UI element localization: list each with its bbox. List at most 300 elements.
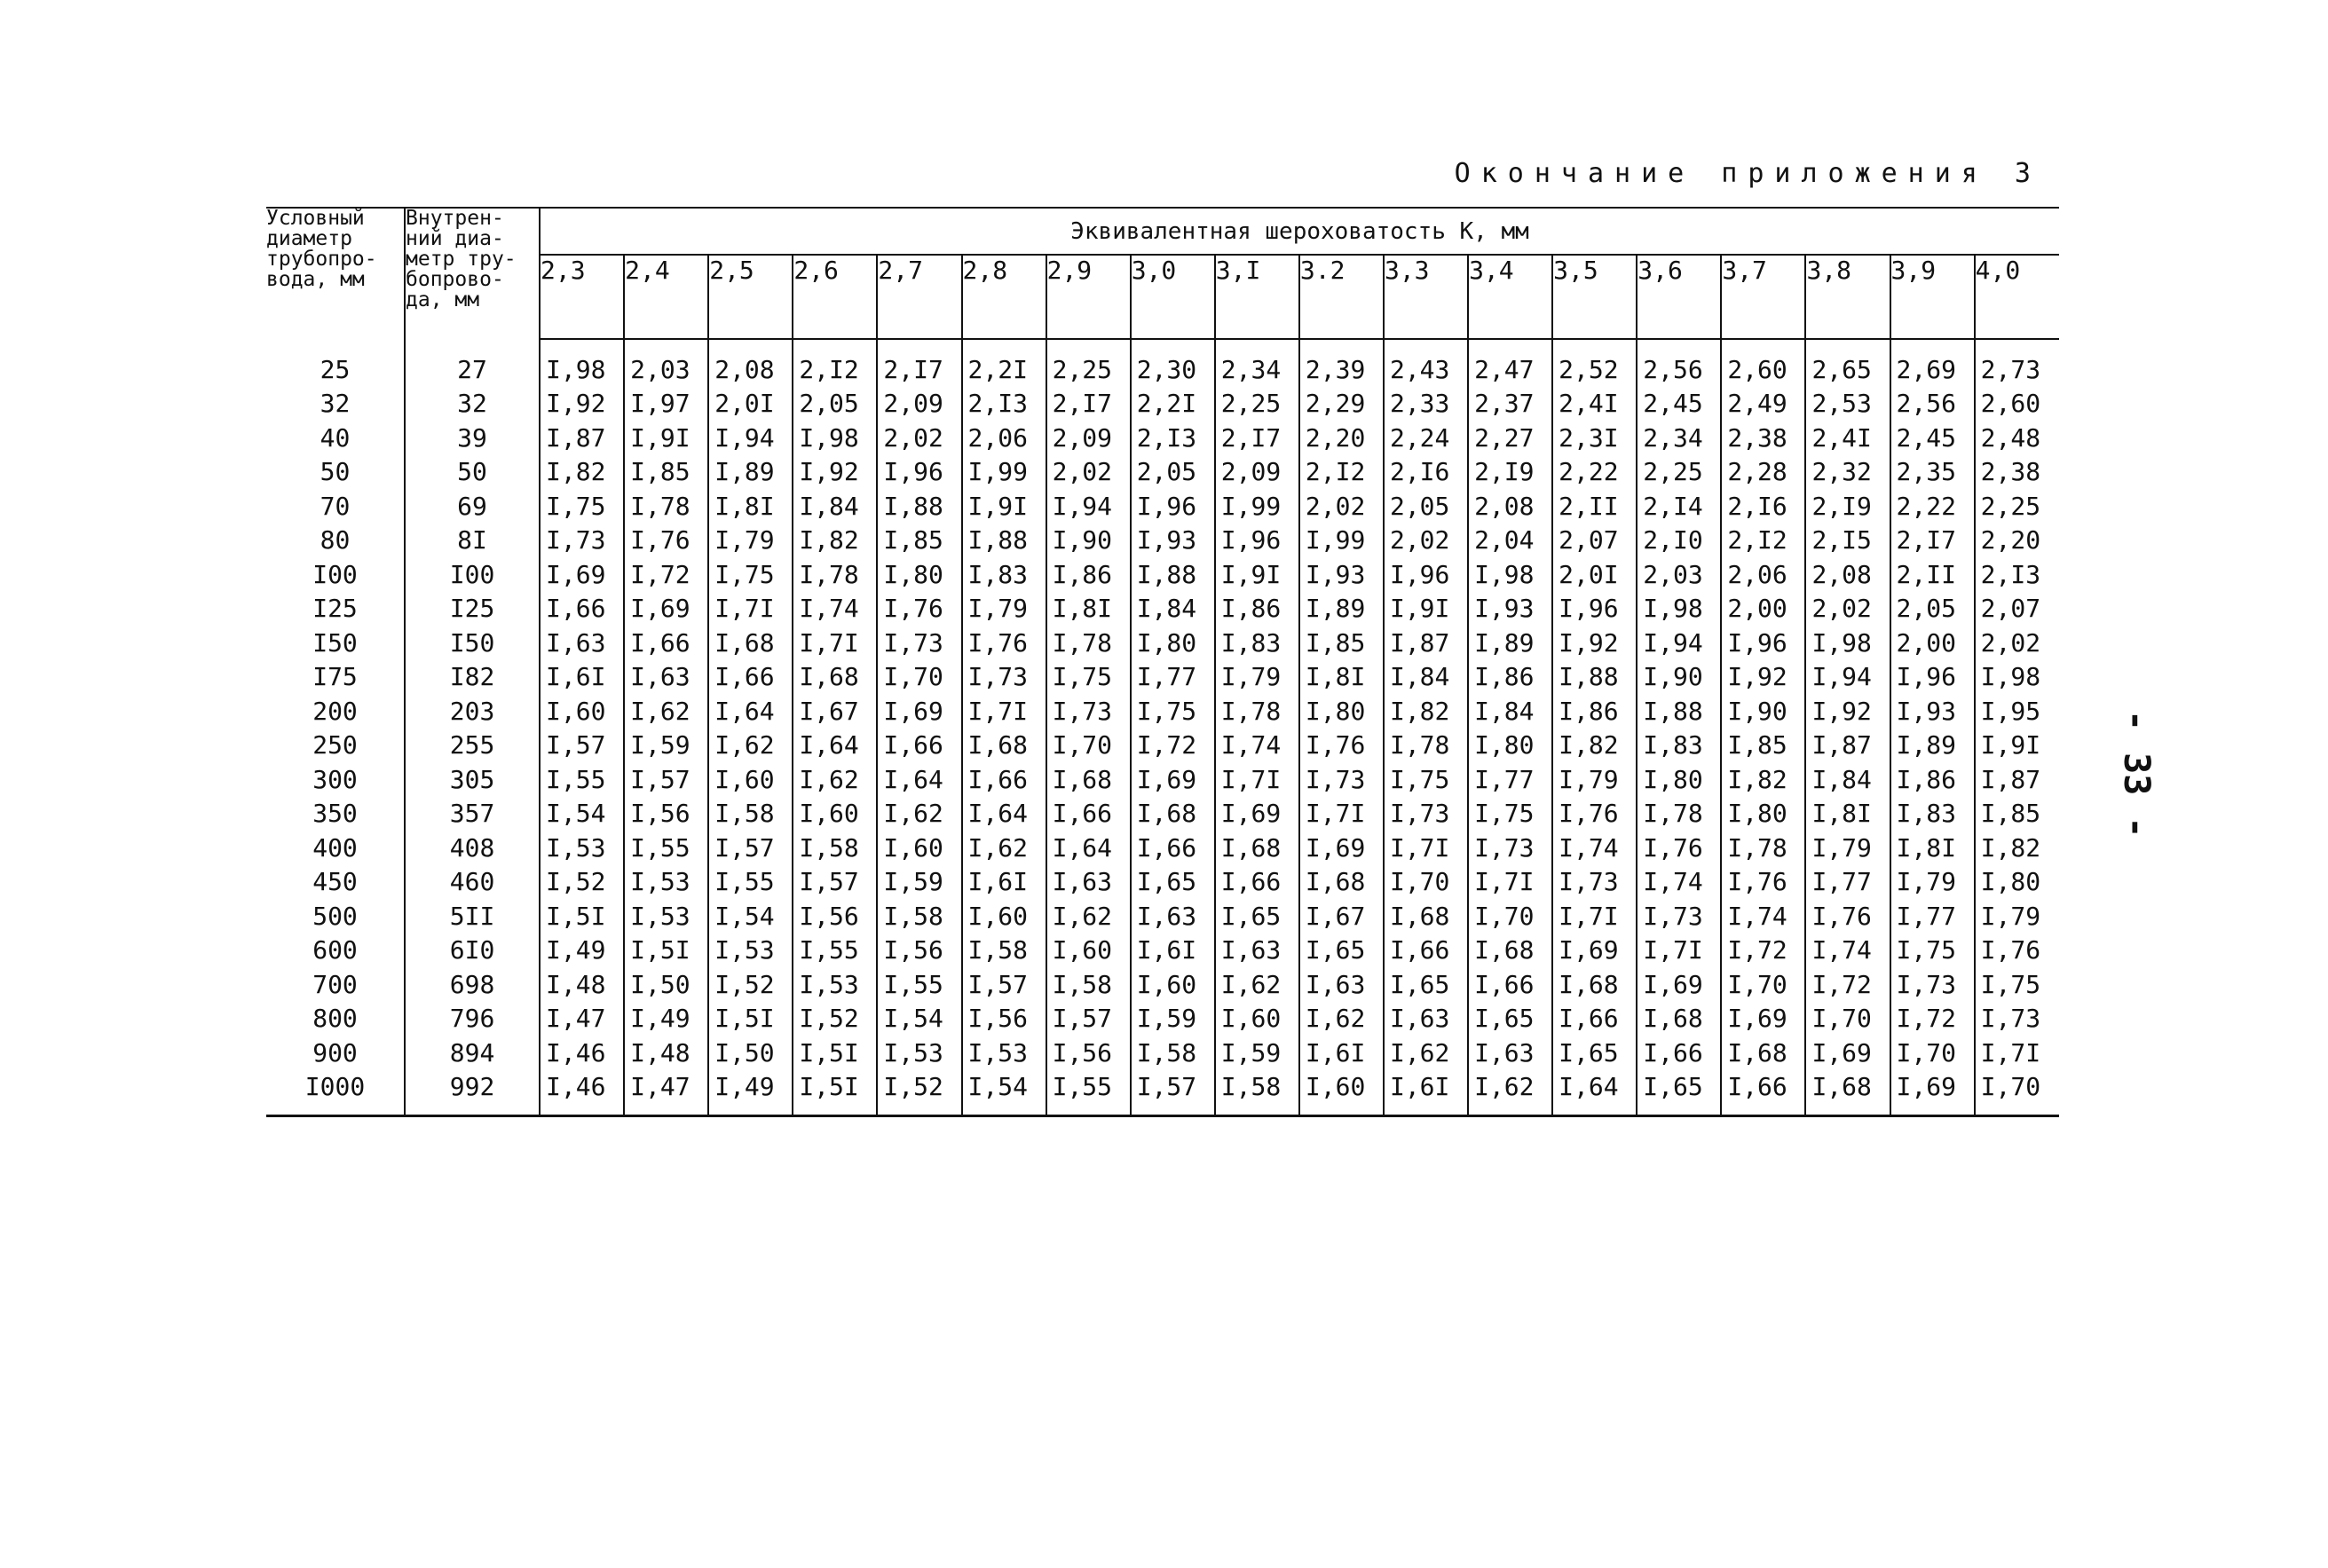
- value-cell: I,76: [1721, 865, 1805, 900]
- value-cell: I,7I: [793, 626, 877, 660]
- value-cell: 2,28: [1721, 455, 1805, 490]
- value-cell: I,56: [962, 1002, 1046, 1036]
- value-cell: I,82: [546, 457, 606, 487]
- value-cell: I,62: [708, 729, 793, 763]
- internal-diameter-cell: 50: [405, 455, 540, 490]
- value-cell: I,58: [877, 899, 961, 934]
- value-cell: I,78: [1637, 797, 1721, 831]
- value-cell: I,93: [1890, 694, 1975, 729]
- value-cell: I,98: [1975, 660, 2059, 695]
- value-cell: I,79: [962, 592, 1046, 626]
- value-cell: I,58: [708, 797, 793, 831]
- value-cell: I,53: [624, 899, 708, 934]
- value-cell: I,84: [793, 489, 877, 524]
- header-internal-diameter-line: ний диа-: [406, 227, 504, 250]
- value-cell: I,69: [877, 694, 961, 729]
- value-cell: I,66: [624, 626, 708, 660]
- value-cell: 2,56: [1637, 352, 1721, 387]
- value-cell: 2,I0: [1637, 524, 1721, 558]
- value-cell: 2,I9: [1468, 455, 1552, 490]
- value-cell: I,66: [1552, 1002, 1637, 1036]
- value-cell: I,95: [1975, 694, 2059, 729]
- value-cell: I,94: [708, 421, 793, 455]
- value-cell: I,54: [546, 799, 606, 829]
- spacer-cell: [1890, 339, 1975, 352]
- value-cell: I,68: [962, 729, 1046, 763]
- value-cell: 2,0I: [708, 387, 793, 422]
- value-cell: I,7I: [1384, 831, 1468, 865]
- value-cell: I,64: [877, 762, 961, 797]
- value-cell: I,56: [1046, 1036, 1131, 1070]
- value-cell: I,68: [708, 626, 793, 660]
- value-cell: 2,I3: [1975, 557, 2059, 592]
- internal-diameter-cell: 5II: [405, 899, 540, 934]
- value-cell: 2,02: [1384, 524, 1468, 558]
- header-k-value: 3,5: [1552, 255, 1637, 339]
- value-cell: I,70: [1384, 865, 1468, 900]
- value-cell: 2,00: [1890, 626, 1975, 660]
- table-row: [266, 831, 2059, 865]
- value-cell: I,76: [1552, 797, 1637, 831]
- value-cell: I,63: [1215, 934, 1299, 968]
- value-cell: I,76: [1637, 831, 1721, 865]
- value-cell: I,92: [546, 389, 606, 419]
- value-cell: I,68: [1131, 797, 1215, 831]
- spacer-cell: [1805, 339, 1890, 352]
- value-cell: 2,09: [1215, 455, 1299, 490]
- value-cell: I,80: [1975, 865, 2059, 900]
- value-cell: 2,20: [1975, 524, 2059, 558]
- header-k-value: 3,0: [1131, 255, 1215, 339]
- table-row: [266, 626, 2059, 660]
- value-cell: 2,22: [1890, 489, 1975, 524]
- header-k-value: 3.2: [1299, 255, 1384, 339]
- value-cell: I,63: [1131, 899, 1215, 934]
- nominal-diameter-cell: 500: [266, 899, 405, 934]
- value-cell: 2,35: [1890, 455, 1975, 490]
- internal-diameter-cell: 255: [405, 729, 540, 763]
- table-header: [266, 208, 2059, 339]
- value-cell: 2,I5: [1805, 524, 1890, 558]
- value-cell: I,8I: [1805, 797, 1890, 831]
- value-cell: I,90: [1721, 694, 1805, 729]
- value-cell: I,46: [540, 1070, 624, 1116]
- value-cell: I,6I: [546, 662, 606, 692]
- value-cell: I,96: [1384, 557, 1468, 592]
- value-cell: I,63: [1299, 967, 1384, 1002]
- value-cell: I,75: [1046, 660, 1131, 695]
- value-cell: 2,06: [1721, 557, 1805, 592]
- value-cell: I,79: [1975, 899, 2059, 934]
- value-cell: 2,07: [1975, 592, 2059, 626]
- value-cell: 2,24: [1384, 421, 1468, 455]
- value-cell: 2,I9: [1805, 489, 1890, 524]
- value-cell: I,77: [1131, 660, 1215, 695]
- spacer-cell: [1721, 339, 1805, 352]
- spacer-row: [266, 339, 2059, 352]
- value-cell: I,98: [1805, 626, 1890, 660]
- value-cell: I,9I: [962, 489, 1046, 524]
- nominal-diameter-cell: 70: [266, 489, 405, 524]
- value-cell: I,65: [1215, 899, 1299, 934]
- value-cell: I,98: [1468, 557, 1552, 592]
- internal-diameter-cell: 39: [405, 421, 540, 455]
- value-cell: 2,08: [1468, 489, 1552, 524]
- value-cell: I,6I: [1384, 1070, 1468, 1116]
- value-cell: I,60: [1131, 967, 1215, 1002]
- value-cell: I,58: [1215, 1070, 1299, 1116]
- header-nominal-diameter-line: диаметр: [266, 227, 352, 250]
- value-cell: I,85: [1721, 729, 1805, 763]
- value-cell: I,90: [1637, 660, 1721, 695]
- internal-diameter-cell: 698: [405, 967, 540, 1002]
- value-cell: I,85: [1975, 797, 2059, 831]
- value-cell: I,78: [1046, 626, 1131, 660]
- value-cell: I,54: [877, 1002, 961, 1036]
- value-cell: I,62: [624, 694, 708, 729]
- value-cell: I,73: [1046, 694, 1131, 729]
- value-cell: 2,I2: [1721, 524, 1805, 558]
- value-cell: I,93: [1468, 592, 1552, 626]
- nominal-diameter-cell: 600: [266, 934, 405, 968]
- value-cell: I,62: [1468, 1070, 1552, 1116]
- value-cell: I,84: [1131, 592, 1215, 626]
- value-cell: 2,I2: [1299, 455, 1384, 490]
- value-cell: 2,56: [1890, 387, 1975, 422]
- value-cell: 2,02: [1805, 592, 1890, 626]
- header-k-value: 2,4: [624, 255, 708, 339]
- value-cell: I,76: [624, 524, 708, 558]
- value-cell: 2,60: [1721, 352, 1805, 387]
- value-cell: I,66: [546, 594, 606, 624]
- table-body: [266, 339, 2059, 1116]
- value-cell: I,60: [708, 762, 793, 797]
- value-cell: I,84: [1468, 694, 1552, 729]
- value-cell: I,65: [1637, 1070, 1721, 1116]
- value-cell: I,66: [877, 729, 961, 763]
- value-cell: 2,03: [1637, 557, 1721, 592]
- value-cell: 2,2I: [1131, 387, 1215, 422]
- value-cell: 2,04: [1468, 524, 1552, 558]
- value-cell: I,69: [1805, 1036, 1890, 1070]
- page-number: - 33 -: [2116, 710, 2157, 839]
- value-cell: I,74: [1805, 934, 1890, 968]
- value-cell: 2,07: [1552, 524, 1637, 558]
- value-cell: I,62: [962, 831, 1046, 865]
- spacer-cell: [1552, 339, 1637, 352]
- nominal-diameter-cell: I00: [266, 557, 405, 592]
- value-cell: I,73: [877, 626, 961, 660]
- value-cell: I,49: [708, 1070, 793, 1116]
- value-cell: I,75: [1468, 797, 1552, 831]
- value-cell: 2,34: [1215, 352, 1299, 387]
- value-cell: I,75: [1131, 694, 1215, 729]
- table-row: [266, 934, 2059, 968]
- header-k-value: 3,I: [1215, 255, 1299, 339]
- value-cell: I,88: [1131, 557, 1215, 592]
- value-cell: 2,0I: [1552, 557, 1637, 592]
- value-cell: 2,47: [1468, 352, 1552, 387]
- value-cell: 2,29: [1299, 387, 1384, 422]
- value-cell: I,69: [1637, 967, 1721, 1002]
- value-cell: I,92: [1552, 626, 1637, 660]
- value-cell: I,73: [1637, 899, 1721, 934]
- internal-diameter-cell: 305: [405, 762, 540, 797]
- value-cell: I,64: [1552, 1070, 1637, 1116]
- internal-diameter-cell: 992: [405, 1070, 540, 1116]
- internal-diameter-cell: I25: [405, 592, 540, 626]
- internal-diameter-cell: 8I: [405, 524, 540, 558]
- value-cell: I,79: [1890, 865, 1975, 900]
- value-cell: I,70: [1975, 1070, 2059, 1116]
- value-cell: I,98: [546, 354, 606, 384]
- value-cell: I,86: [1552, 694, 1637, 729]
- value-cell: I,68: [1046, 762, 1131, 797]
- value-cell: I,73: [1299, 762, 1384, 797]
- header-k-value: 4,0: [1975, 255, 2059, 339]
- value-cell: I,52: [546, 867, 606, 897]
- internal-diameter-cell: 27: [405, 352, 540, 387]
- value-cell: 2,05: [1384, 489, 1468, 524]
- value-cell: I,76: [1975, 934, 2059, 968]
- value-cell: I,78: [1721, 831, 1805, 865]
- value-cell: I,94: [1805, 660, 1890, 695]
- value-cell: I,6I: [962, 865, 1046, 900]
- value-cell: I,62: [793, 762, 877, 797]
- value-cell: 2,II: [1552, 489, 1637, 524]
- value-cell: I,73: [962, 660, 1046, 695]
- value-cell: I,62: [1215, 967, 1299, 1002]
- nominal-diameter-cell: I000: [266, 1070, 405, 1116]
- spacer-cell: [1637, 339, 1721, 352]
- header-nominal-diameter-line: Условный: [266, 207, 365, 230]
- value-cell: 2,I7: [877, 352, 961, 387]
- value-cell: 2,09: [877, 387, 961, 422]
- value-cell: I,66: [1384, 934, 1468, 968]
- value-cell: I,87: [1975, 762, 2059, 797]
- value-cell: 2,53: [1805, 387, 1890, 422]
- value-cell: I,5I: [793, 1070, 877, 1116]
- table-row: [266, 421, 2059, 455]
- value-cell: 2,08: [1805, 557, 1890, 592]
- internal-diameter-cell: 460: [405, 865, 540, 900]
- table-row: [266, 762, 2059, 797]
- value-cell: I,57: [1046, 1002, 1131, 1036]
- header-k-value: 3,6: [1637, 255, 1721, 339]
- value-cell: I,80: [1721, 797, 1805, 831]
- value-cell: I,82: [1552, 729, 1637, 763]
- header-k-value: 2,8: [962, 255, 1046, 339]
- nominal-diameter-cell: 900: [266, 1036, 405, 1070]
- value-cell: 2,I3: [962, 387, 1046, 422]
- table-row: [266, 1070, 2059, 1116]
- value-cell: I,73: [1975, 1002, 2059, 1036]
- value-cell: I,52: [877, 1070, 961, 1116]
- value-cell: I,90: [1046, 524, 1131, 558]
- value-cell: 2,32: [1805, 455, 1890, 490]
- value-cell: I,54: [708, 899, 793, 934]
- value-cell: I,50: [708, 1036, 793, 1070]
- value-cell: I,7I: [1975, 1036, 2059, 1070]
- value-cell: I,59: [624, 729, 708, 763]
- value-cell: I,65: [1131, 865, 1215, 900]
- value-cell: I,9I: [1975, 729, 2059, 763]
- value-cell: I,7I: [962, 694, 1046, 729]
- value-cell: I,63: [546, 627, 606, 658]
- value-cell: I,47: [624, 1070, 708, 1116]
- value-cell: I,69: [1552, 934, 1637, 968]
- value-cell: I,68: [1468, 934, 1552, 968]
- value-cell: I,57: [793, 865, 877, 900]
- value-cell: I,53: [708, 934, 793, 968]
- value-cell: I,98: [793, 421, 877, 455]
- value-cell: I,50: [624, 967, 708, 1002]
- value-cell: I,85: [1299, 626, 1384, 660]
- internal-diameter-cell: 69: [405, 489, 540, 524]
- value-cell: I,70: [877, 660, 961, 695]
- value-cell: I,77: [1805, 865, 1890, 900]
- value-cell: 2,I4: [1637, 489, 1721, 524]
- value-cell: 2,45: [1890, 421, 1975, 455]
- value-cell: I,73: [546, 525, 606, 555]
- value-cell: I,7I: [1215, 762, 1299, 797]
- value-cell: I,99: [962, 455, 1046, 490]
- value-cell: I,5I: [708, 1002, 793, 1036]
- value-cell: I,80: [1299, 694, 1384, 729]
- value-cell: I,57: [1131, 1070, 1215, 1116]
- spacer-cell: [540, 339, 624, 352]
- value-cell: 2,33: [1384, 387, 1468, 422]
- value-cell: I,52: [793, 1002, 877, 1036]
- value-cell: I,74: [1637, 865, 1721, 900]
- value-cell: I,53: [877, 1036, 961, 1070]
- value-cell: 2,I3: [1131, 421, 1215, 455]
- nominal-diameter-cell: 25: [266, 352, 405, 387]
- value-cell: I,68: [1552, 967, 1637, 1002]
- spacer-cell: [1131, 339, 1215, 352]
- value-cell: I,96: [1721, 626, 1805, 660]
- nominal-diameter-cell: I25: [266, 592, 405, 626]
- value-cell: I,89: [1890, 729, 1975, 763]
- value-cell: 2,20: [1299, 421, 1384, 455]
- internal-diameter-cell: 796: [405, 1002, 540, 1036]
- nominal-diameter-cell: 250: [266, 729, 405, 763]
- header-nominal-diameter-line: трубопро-: [266, 248, 377, 271]
- value-cell: 2,08: [708, 352, 793, 387]
- value-cell: I,96: [1552, 592, 1637, 626]
- nominal-diameter-cell: 300: [266, 762, 405, 797]
- value-cell: I,53: [793, 967, 877, 1002]
- internal-diameter-cell: 357: [405, 797, 540, 831]
- header-k-value: 3,9: [1890, 255, 1975, 339]
- value-cell: I,64: [793, 729, 877, 763]
- table-row: [266, 455, 2059, 490]
- value-cell: I,80: [1468, 729, 1552, 763]
- value-cell: I,82: [1721, 762, 1805, 797]
- value-cell: I,65: [1299, 934, 1384, 968]
- value-cell: I,76: [962, 626, 1046, 660]
- value-cell: I,62: [1384, 1036, 1468, 1070]
- value-cell: 2,4I: [1805, 421, 1890, 455]
- spacer-cell: [793, 339, 877, 352]
- header-k-value: 2,7: [877, 255, 961, 339]
- header-k-value: 3,3: [1384, 255, 1468, 339]
- value-cell: 2,60: [1975, 387, 2059, 422]
- value-cell: I,69: [1890, 1070, 1975, 1116]
- value-cell: I,68: [1805, 1070, 1890, 1116]
- value-cell: I,92: [1721, 660, 1805, 695]
- value-cell: 2,22: [1552, 455, 1637, 490]
- value-cell: 2,06: [962, 421, 1046, 455]
- value-cell: I,69: [624, 592, 708, 626]
- value-cell: I,69: [1215, 797, 1299, 831]
- header-k-value: 2,5: [708, 255, 793, 339]
- table-row: [266, 899, 2059, 934]
- nominal-diameter-cell: 800: [266, 1002, 405, 1036]
- value-cell: I,55: [708, 865, 793, 900]
- value-cell: I,66: [1468, 967, 1552, 1002]
- value-cell: I,82: [1975, 831, 2059, 865]
- value-cell: I,70: [1468, 899, 1552, 934]
- value-cell: I,58: [793, 831, 877, 865]
- value-cell: I,66: [962, 762, 1046, 797]
- value-cell: I,94: [1637, 626, 1721, 660]
- value-cell: I,96: [1131, 489, 1215, 524]
- value-cell: I,89: [1299, 592, 1384, 626]
- value-cell: I,69: [1299, 831, 1384, 865]
- value-cell: I,58: [1131, 1036, 1215, 1070]
- value-cell: 2,25: [1215, 387, 1299, 422]
- header-roughness-group: Эквивалентная шероховатость К, мм: [540, 208, 2059, 255]
- value-cell: I,63: [1468, 1036, 1552, 1070]
- value-cell: I,73: [1890, 967, 1975, 1002]
- nominal-diameter-cell: 50: [266, 455, 405, 490]
- value-cell: I,56: [793, 899, 877, 934]
- header-k-value: 2,3: [540, 255, 624, 339]
- internal-diameter-cell: 6I0: [405, 934, 540, 968]
- header-row-group: [266, 208, 2059, 255]
- nominal-diameter-cell: 450: [266, 865, 405, 900]
- spacer-cell: [962, 339, 1046, 352]
- nominal-diameter-cell: 32: [266, 387, 405, 422]
- value-cell: I,68: [1384, 899, 1468, 934]
- value-cell: I,70: [1046, 729, 1131, 763]
- value-cell: I,75: [1975, 967, 2059, 1002]
- value-cell: I,63: [1046, 865, 1131, 900]
- value-cell: I,73: [1552, 865, 1637, 900]
- value-cell: I,60: [546, 696, 606, 726]
- value-cell: I,93: [1131, 524, 1215, 558]
- value-cell: I,8I: [1890, 831, 1975, 865]
- header-internal-diameter: [405, 208, 540, 339]
- value-cell: 2,I7: [1890, 524, 1975, 558]
- value-cell: I,88: [1552, 660, 1637, 695]
- value-cell: I,8I: [1046, 592, 1131, 626]
- value-cell: 2,4I: [1552, 387, 1637, 422]
- value-cell: I,74: [1721, 899, 1805, 934]
- value-cell: I,89: [1468, 626, 1552, 660]
- spacer-cell: [1215, 339, 1299, 352]
- value-cell: I,99: [1299, 524, 1384, 558]
- value-cell: I,86: [1215, 592, 1299, 626]
- table-row: [266, 352, 2059, 387]
- value-cell: 2,03: [624, 352, 708, 387]
- value-cell: I,7I: [1637, 934, 1721, 968]
- value-cell: 2,II: [1890, 557, 1975, 592]
- value-cell: I,72: [1890, 1002, 1975, 1036]
- value-cell: I,66: [1721, 1070, 1805, 1116]
- value-cell: I,88: [877, 489, 961, 524]
